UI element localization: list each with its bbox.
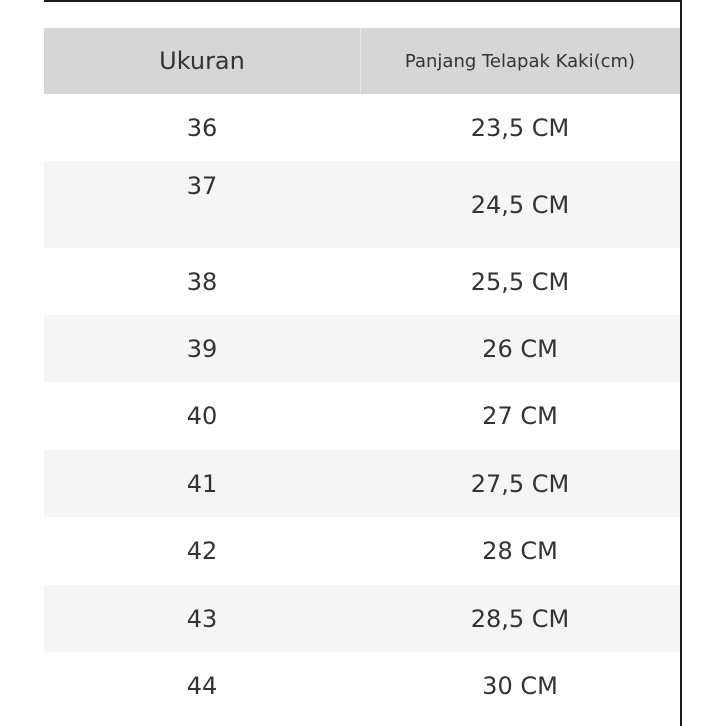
foot-length-cell: 28 CM bbox=[482, 537, 558, 565]
table-row bbox=[44, 161, 680, 248]
table-row bbox=[44, 248, 680, 315]
size-cell: 38 bbox=[186, 267, 218, 296]
foot-length-cell: 24,5 CM bbox=[470, 190, 570, 219]
table-row bbox=[44, 585, 680, 652]
size-cell: 44 bbox=[186, 672, 218, 700]
table-row bbox=[44, 315, 680, 382]
size-cell: 41 bbox=[186, 469, 218, 498]
top-border-line bbox=[44, 0, 680, 2]
foot-length-cell: 28,5 CM bbox=[470, 604, 570, 633]
foot-length-cell: 27,5 CM bbox=[470, 469, 570, 498]
size-chart-table bbox=[44, 28, 680, 720]
foot-length-cell: 27 CM bbox=[482, 402, 558, 430]
foot-length-cell: 26 CM bbox=[482, 334, 558, 363]
size-cell: 42 bbox=[186, 537, 218, 565]
foot-length-cell: 25,5 CM bbox=[470, 267, 570, 296]
size-cell: 39 bbox=[186, 334, 218, 363]
table-row bbox=[44, 382, 680, 450]
table-row bbox=[44, 517, 680, 585]
size-cell: 36 bbox=[186, 113, 218, 142]
header-foot-length: Panjang Telapak Kaki(cm) bbox=[404, 50, 636, 72]
size-cell: 43 bbox=[186, 604, 218, 633]
header-size: Ukuran bbox=[159, 47, 245, 75]
size-cell: 40 bbox=[186, 402, 218, 430]
table-row bbox=[44, 450, 680, 517]
table-row bbox=[44, 94, 680, 161]
table-header-row bbox=[44, 28, 680, 94]
right-border-line bbox=[680, 0, 682, 726]
table-row bbox=[44, 652, 680, 720]
foot-length-cell: 30 CM bbox=[482, 672, 558, 700]
foot-length-cell: 23,5 CM bbox=[470, 113, 570, 142]
size-cell: 37 bbox=[186, 172, 218, 200]
